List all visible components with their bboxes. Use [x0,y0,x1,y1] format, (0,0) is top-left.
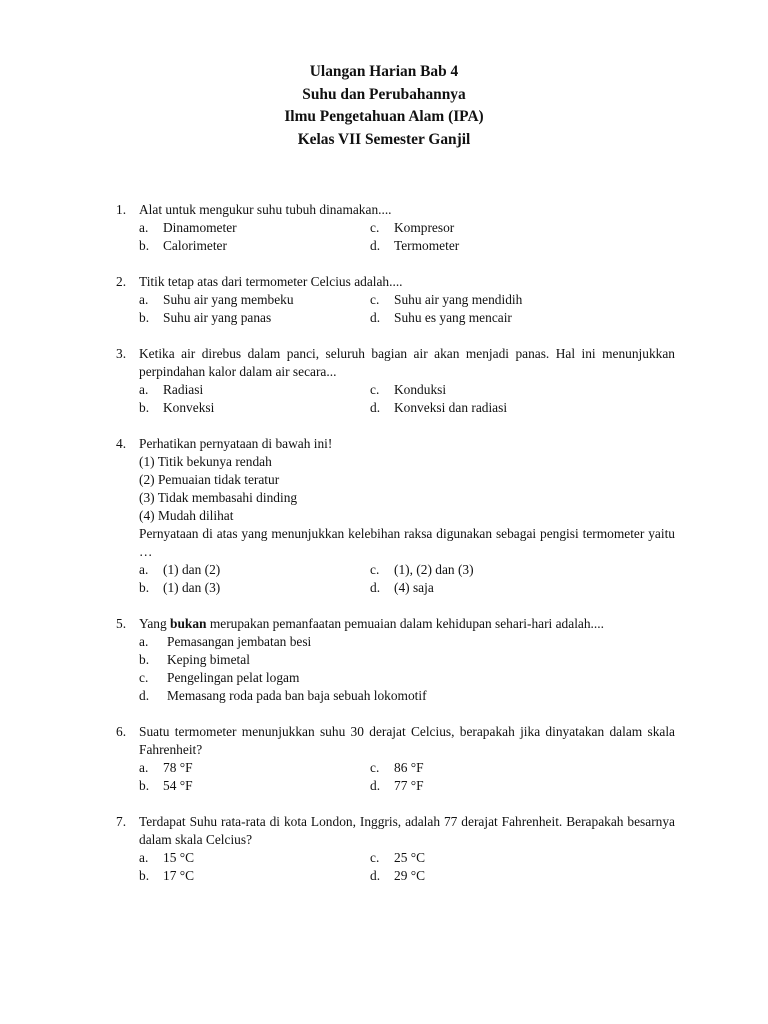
option-b [139,309,370,327]
option-letter: d. [370,238,381,253]
statement-item: (4) Mudah dilihat [139,508,234,523]
option-text: Pengelingan pelat logam [167,670,300,685]
option-text: Suhu air yang membeku [163,292,294,307]
question-number: 3. [116,346,127,361]
question-6 [116,723,675,795]
question-text: Ketika air direbus dalam panci, seluruh bagian air akan menjadi panas. Hal ini menunjukkan perpindahan kalor dalam air secara... [139,346,675,379]
option-text: 77 °F [394,778,424,793]
option-c [370,381,675,399]
question-text: Terdapat Suhu rata-rata di kota London, Inggris, adalah 77 derajat Fahrenheit. Berapakah besarnya dalam skala Celcius? [139,814,675,847]
question-text: Titik tetap atas dari termometer Celcius adalah.... [139,274,403,289]
option-letter: c. [139,670,149,685]
question-number: 6. [116,724,127,739]
option-letter: d. [139,688,150,703]
option-text: (4) saja [394,580,434,595]
question-emphasis: bukan [170,616,207,631]
option-letter: d. [370,400,381,415]
option-letter: a. [139,382,149,397]
option-letter: a. [139,634,149,649]
option-text: Pemasangan jembatan besi [167,634,312,649]
header-title: Ulangan Harian Bab 4 [309,63,459,80]
option-a [139,291,370,309]
option-letter: c. [370,382,380,397]
option-a [139,849,370,867]
option-text: Memasang roda pada ban baja sebuah lokomotif [167,688,427,703]
option-a [139,561,370,579]
question-prompt: Pernyataan di atas yang menunjukkan kelebihan raksa digunakan sebagai pengisi termometer yaitu … [139,526,675,559]
option-letter: c. [370,760,380,775]
option-b [139,399,370,417]
option-letter: c. [370,220,380,235]
option-d [370,399,675,417]
option-text: Kompresor [394,220,455,235]
question-list [116,201,675,903]
statement-item: (2) Pemuaian tidak teratur [139,472,280,487]
question-3 [116,345,675,417]
option-letter: a. [139,850,149,865]
option-a [139,381,370,399]
options [139,219,675,255]
option-letter: b. [139,868,150,883]
statement-item: (1) Titik bekunya rendah [139,454,272,469]
question-4 [116,435,675,597]
option-letter: c. [370,562,380,577]
option-text: (1), (2) dan (3) [394,562,474,577]
option-a [139,759,370,777]
option-letter: d. [370,868,381,883]
question-7 [116,813,675,885]
option-d [370,777,675,795]
option-text: (1) dan (3) [163,580,221,595]
option-text: Konveksi [163,400,215,415]
option-b [139,777,370,795]
question-1 [116,201,675,255]
options [139,759,675,795]
option-text: 17 °C [163,868,195,883]
question-text: Perhatikan pernyataan di bawah ini! [139,436,333,451]
option-letter: b. [139,310,150,325]
options [139,849,675,885]
statement-list [139,453,675,525]
options [139,291,675,327]
option-text: Termometer [394,238,460,253]
option-letter: a. [139,220,149,235]
option-text: 25 °C [394,850,426,865]
option-letter: c. [370,292,380,307]
option-letter: d. [370,310,381,325]
statement-item: (3) Tidak membasahi dinding [139,490,298,505]
option-letter: b. [139,652,150,667]
option-d [370,579,675,597]
option-d [370,237,675,255]
question-number: 1. [116,202,127,217]
document-header [0,61,768,151]
question-text [139,615,675,633]
question-number: 5. [116,616,127,631]
option-text: 86 °F [394,760,424,775]
option-text: (1) dan (2) [163,562,221,577]
option-letter: b. [139,238,150,253]
option-text: Suhu air yang panas [163,310,272,325]
option-d [370,867,675,885]
option-letter: c. [370,850,380,865]
question-text: Suatu termometer menunjukkan suhu 30 derajat Celcius, berapakah jika dinyatakan dalam skala Fahrenheit? [139,724,675,757]
option-text: Keping bimetal [167,652,250,667]
option-text: Suhu air yang mendidih [394,292,523,307]
option-letter: d. [370,778,381,793]
options [139,633,675,705]
option-letter: a. [139,292,149,307]
option-d [139,687,675,705]
option-c [370,849,675,867]
option-b [139,579,370,597]
option-c [139,669,675,687]
option-d [370,309,675,327]
header-topic: Suhu dan Perubahannya [302,85,466,103]
option-text: 15 °C [163,850,195,865]
option-b [139,867,370,885]
option-b [139,237,370,255]
question-number: 4. [116,436,127,451]
option-b [139,651,675,669]
option-letter: b. [139,778,150,793]
option-c [370,291,675,309]
option-text: 29 °C [394,868,426,883]
option-text: Radiasi [163,382,204,397]
header-subject: Ilmu Pengetahuan Alam (IPA) [284,108,484,125]
option-text: Suhu es yang mencair [394,310,512,325]
question-5 [116,615,675,705]
option-letter: b. [139,400,150,415]
option-c [370,219,675,237]
options [139,381,675,417]
option-c [370,561,675,579]
option-text: Calorimeter [163,238,227,253]
question-text-end: merupakan pemanfaatan pemuaian dalam kehidupan sehari-hari adalah.... [206,616,604,631]
option-letter: d. [370,580,381,595]
question-2 [116,273,675,327]
question-text: Alat untuk mengukur suhu tubuh dinamakan.... [139,202,392,217]
option-c [370,759,675,777]
option-letter: b. [139,580,150,595]
question-number: 7. [116,814,127,829]
header-class: Kelas VII Semester Ganjil [297,130,471,148]
question-text-start: Yang [139,616,171,631]
option-text: Dinamometer [163,220,237,235]
option-a [139,219,370,237]
option-text: Konveksi dan radiasi [394,400,508,415]
option-text: 78 °F [163,760,193,775]
option-text: Konduksi [394,382,447,397]
options [139,561,675,597]
question-number: 2. [116,274,127,289]
option-a [139,633,675,651]
option-letter: a. [139,760,149,775]
option-letter: a. [139,562,149,577]
option-text: 54 °F [163,778,193,793]
